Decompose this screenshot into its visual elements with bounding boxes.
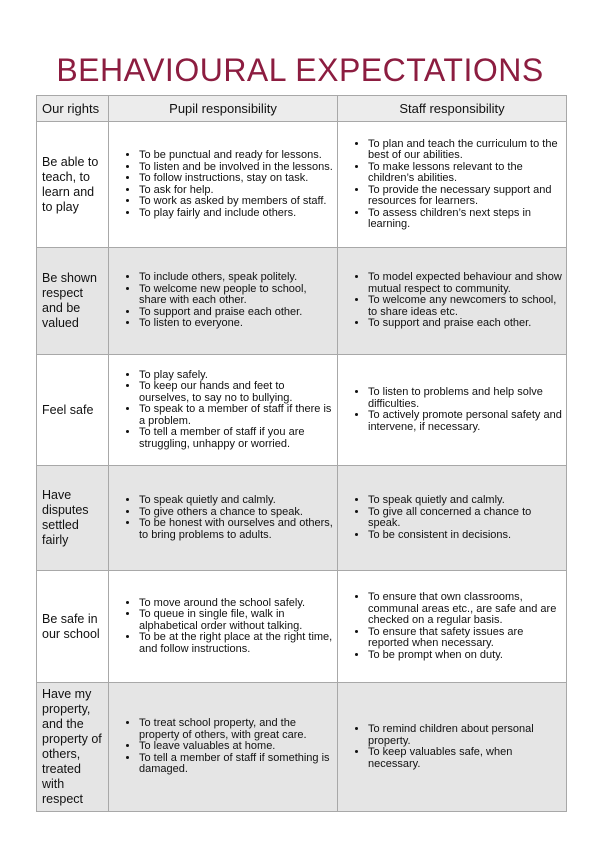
list-item: • To give all concerned a chance to speak. bbox=[368, 507, 562, 530]
list-item: • To remind children about personal property. bbox=[368, 724, 562, 747]
list-item: • To include others, speak politely. bbox=[139, 272, 333, 284]
staff-responsibility-list bbox=[338, 139, 562, 231]
pupil-responsibility-list bbox=[109, 150, 333, 219]
list-item: • To ensure that safety issues are reported when necessary. bbox=[368, 627, 562, 650]
pupil-responsibility-cell bbox=[109, 466, 338, 571]
list-item: • To play fairly and include others. bbox=[139, 208, 333, 220]
table-row bbox=[37, 248, 567, 355]
list-item: • To be at the right place at the right time, and follow instructions. bbox=[139, 632, 333, 655]
list-item: • To follow instructions, stay on task. bbox=[139, 173, 333, 185]
staff-responsibility-cell bbox=[338, 248, 567, 355]
list-item: • To ensure that own classrooms, communal areas etc., are safe and are checked on a regular basis. bbox=[368, 592, 562, 627]
staff-responsibility-list bbox=[338, 387, 562, 433]
staff-responsibility-cell bbox=[338, 683, 567, 812]
list-item: • To support and praise each other. bbox=[368, 318, 562, 330]
staff-responsibility-list bbox=[338, 724, 562, 770]
right-cell: Be safe in our school bbox=[37, 571, 109, 683]
staff-responsibility-list bbox=[338, 592, 562, 661]
list-item: • To assess children’s next steps in learning. bbox=[368, 208, 562, 231]
list-item: • To listen to problems and help solve difficulties. bbox=[368, 387, 562, 410]
list-item: • To speak quietly and calmly. bbox=[139, 495, 333, 507]
right-cell: Have my property, and the property of others, treated with respect bbox=[37, 683, 109, 812]
pupil-responsibility-cell bbox=[109, 683, 338, 812]
pupil-responsibility-cell bbox=[109, 355, 338, 466]
pupil-responsibility-list bbox=[109, 598, 333, 656]
table-row bbox=[37, 571, 567, 683]
list-item: • To treat school property, and the property of others, with great care. bbox=[139, 718, 333, 741]
list-item: • To be punctual and ready for lessons. bbox=[139, 150, 333, 162]
list-item: • To keep our hands and feet to ourselves, to say no to bullying. bbox=[139, 381, 333, 404]
table-row bbox=[37, 355, 567, 466]
expectations-table bbox=[36, 95, 567, 812]
staff-responsibility-cell bbox=[338, 122, 567, 248]
list-item: • To be consistent in decisions. bbox=[368, 530, 562, 542]
table-row bbox=[37, 683, 567, 812]
right-cell: Be able to teach, to learn and to play bbox=[37, 122, 109, 248]
pupil-responsibility-list bbox=[109, 370, 333, 451]
list-item: • To leave valuables at home. bbox=[139, 741, 333, 753]
list-item: • To ask for help. bbox=[139, 185, 333, 197]
list-item: • To queue in single file, walk in alphabetical order without talking. bbox=[139, 609, 333, 632]
pupil-responsibility-list bbox=[109, 718, 333, 776]
list-item: • To play safely. bbox=[139, 370, 333, 382]
table-row bbox=[37, 466, 567, 571]
header-pupil-responsibility: Pupil responsibility bbox=[109, 96, 338, 122]
list-item: • To speak to a member of staff if there is a problem. bbox=[139, 404, 333, 427]
pupil-responsibility-cell bbox=[109, 248, 338, 355]
list-item: • To model expected behaviour and show mutual respect to community. bbox=[368, 272, 562, 295]
list-item: • To plan and teach the curriculum to the best of our abilities. bbox=[368, 139, 562, 162]
list-item: • To be honest with ourselves and others, to bring problems to adults. bbox=[139, 518, 333, 541]
staff-responsibility-cell bbox=[338, 355, 567, 466]
pupil-responsibility-cell bbox=[109, 122, 338, 248]
page-title: BEHAVIOURAL EXPECTATIONS bbox=[56, 52, 544, 88]
list-item: • To welcome any newcomers to school, to share ideas etc. bbox=[368, 295, 562, 318]
staff-responsibility-cell bbox=[338, 466, 567, 571]
list-item: • To listen to everyone. bbox=[139, 318, 333, 330]
list-item: • To welcome new people to school, share with each other. bbox=[139, 284, 333, 307]
staff-responsibility-list bbox=[338, 272, 562, 330]
list-item: • To support and praise each other. bbox=[139, 307, 333, 319]
header-our-rights: Our rights bbox=[37, 96, 109, 122]
table-header-row bbox=[37, 96, 567, 122]
pupil-responsibility-list bbox=[109, 495, 333, 541]
pupil-responsibility-list bbox=[109, 272, 333, 330]
staff-responsibility-cell bbox=[338, 571, 567, 683]
list-item: • To make lessons relevant to the children’s abilities. bbox=[368, 162, 562, 185]
table-row bbox=[37, 122, 567, 248]
list-item: • To speak quietly and calmly. bbox=[368, 495, 562, 507]
right-cell: Be shown respect and be valued bbox=[37, 248, 109, 355]
pupil-responsibility-cell bbox=[109, 571, 338, 683]
list-item: • To work as asked by members of staff. bbox=[139, 196, 333, 208]
list-item: • To listen and be involved in the lessons. bbox=[139, 162, 333, 174]
list-item: • To keep valuables safe, when necessary. bbox=[368, 747, 562, 770]
list-item: • To tell a member of staff if something is damaged. bbox=[139, 753, 333, 776]
right-cell: Have disputes settled fairly bbox=[37, 466, 109, 571]
right-cell: Feel safe bbox=[37, 355, 109, 466]
header-staff-responsibility: Staff responsibility bbox=[338, 96, 567, 122]
list-item: • To move around the school safely. bbox=[139, 598, 333, 610]
list-item: • To actively promote personal safety and intervene, if necessary. bbox=[368, 410, 562, 433]
staff-responsibility-list bbox=[338, 495, 562, 541]
list-item: • To provide the necessary support and resources for learners. bbox=[368, 185, 562, 208]
list-item: • To be prompt when on duty. bbox=[368, 650, 562, 662]
list-item: • To tell a member of staff if you are struggling, unhappy or worried. bbox=[139, 427, 333, 450]
list-item: • To give others a chance to speak. bbox=[139, 507, 333, 519]
